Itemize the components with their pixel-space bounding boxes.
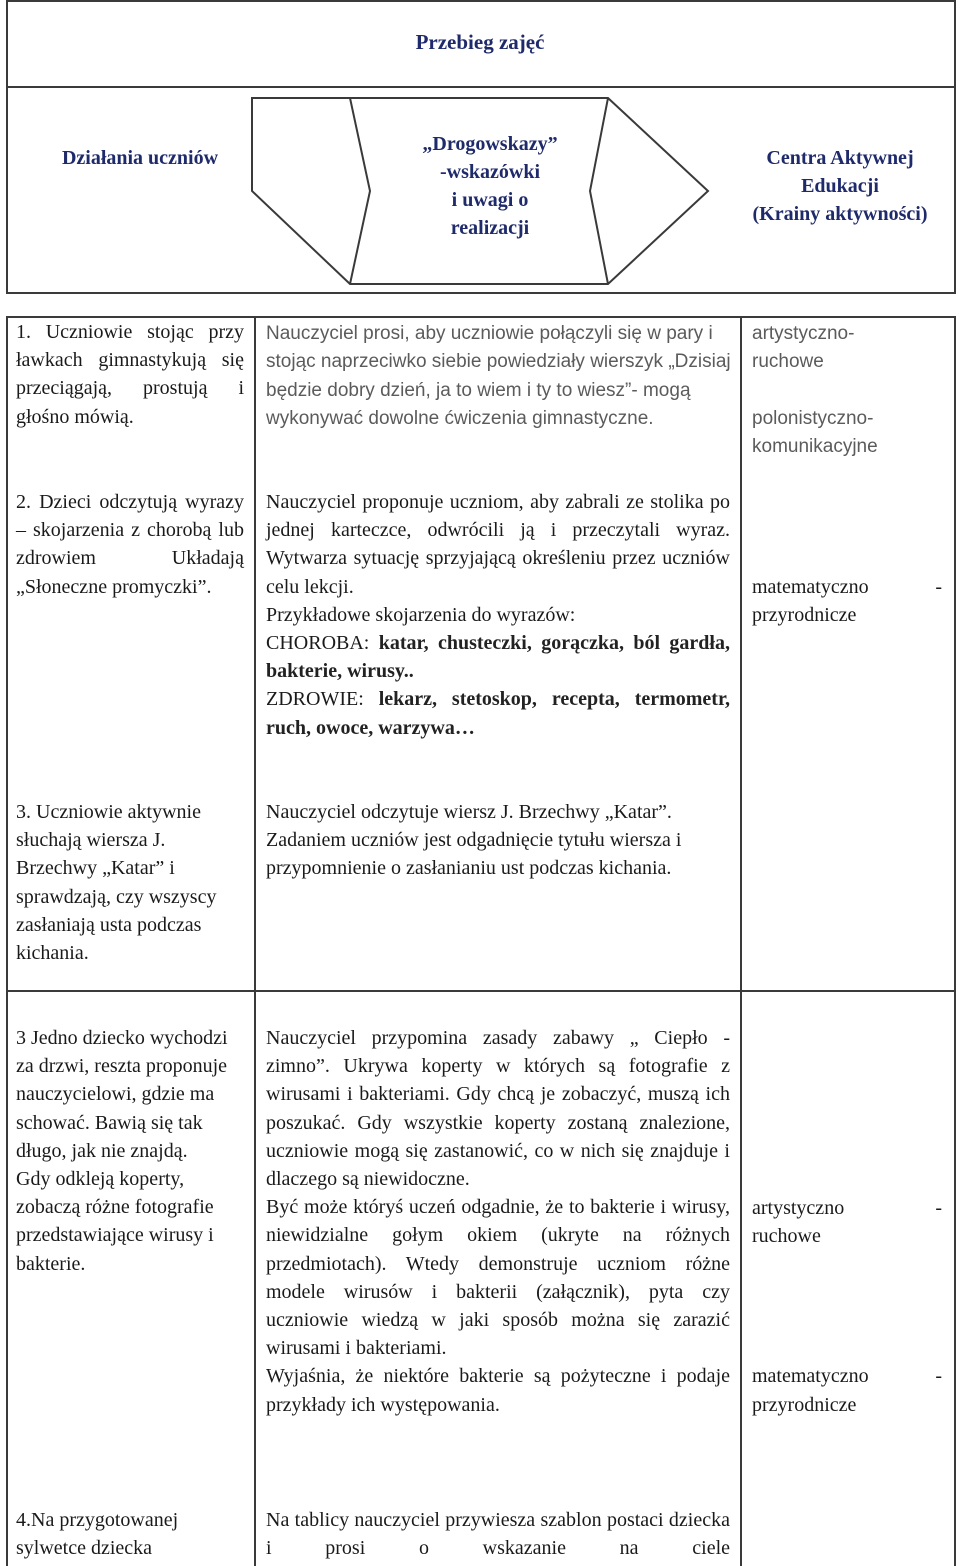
- teacher-guidance-text: Wyjaśnia, że niektóre bakterie są pożyteczne i podaje przykłady ich występowania.: [266, 1365, 730, 1416]
- center-name: ruchowe: [752, 1225, 821, 1248]
- illness-associations: [266, 629, 730, 685]
- center-list-2: [752, 573, 942, 629]
- header-signposts-line: „Drogowskazy”: [422, 133, 558, 155]
- student-action-4: [16, 1024, 236, 1278]
- teacher-guidance-3: Nauczyciel odczytuje wiersz J. Brzechwy „Katar”. Zadaniem uczniów jest odgadnięcie tytułu wiersza i przypomnienie o zasłanianiu ust podczas kichania.: [266, 801, 682, 880]
- center-name: polonistyczno-komunikacyjne: [752, 407, 878, 458]
- student-action-text: 3 Jedno dziecko wychodzi za drzwi, reszta proponuje nauczycielowi, gdzie ma schować. Bawią się tak długo, jak nie znajdą.: [16, 1027, 228, 1162]
- teacher-guidance-2: [266, 488, 730, 742]
- header-signposts-line: i uwagi o: [451, 189, 529, 211]
- header-active-education-centers: [720, 144, 960, 228]
- examples-label: Przykładowe skojarzenia do wyrazów:: [266, 603, 576, 626]
- column-divider: [254, 316, 256, 1566]
- center-name: matematyczno -: [752, 1365, 942, 1388]
- teacher-guidance-text: Nauczyciel proponuje uczniom, aby zabrali ze stolika po jednej karteczce, odwrócili ją i przeczytali wyraz. Wytwarza sytuację sprzyjającą określeniu przez uczniów celu lekcji.: [266, 491, 730, 598]
- illness-words: katar, chusteczki, gorączka, ból gardła, bakterie, wirusy..: [266, 632, 730, 683]
- health-label: ZDROWIE:: [266, 688, 364, 711]
- student-action-1: 1. Uczniowie stojąc przy ławkach gimnastykują się przeciągają, prostują i głośno mówią.: [16, 321, 244, 428]
- header-signposts-line: -wskazówki: [439, 161, 540, 183]
- center-list-1: [752, 320, 952, 462]
- center-name: artystyczno-ruchowe: [752, 323, 855, 373]
- teacher-guidance-5: Na tablicy nauczyciel przywiesza szablon postaci dziecka i prosi o wskazanie na ciele: [266, 1509, 730, 1560]
- header-centers-line: Edukacji: [801, 175, 879, 197]
- center-list-4: [752, 1194, 942, 1419]
- page-title: Przebieg zajęć: [415, 30, 545, 54]
- row-divider: [6, 990, 956, 992]
- header-signposts: [380, 130, 600, 242]
- header-centers-line: Centra Aktywnej: [766, 147, 914, 169]
- header-centers-line: (Krainy aktywności): [752, 203, 928, 225]
- student-action-3: 3. Uczniowie aktywnie słuchają wiersza J. Brzechwy „Katar” i sprawdzają, czy wszyscy zasłaniają usta podczas kichania.: [16, 801, 217, 965]
- column-divider: [740, 316, 742, 1566]
- center-name: przyrodnicze: [752, 1393, 857, 1416]
- teacher-guidance-4: [266, 1024, 730, 1419]
- center-name: matematyczno -: [752, 576, 942, 598]
- teacher-guidance-1: Nauczyciel prosi, aby uczniowie połączyli się w pary i stojąc naprzeciwko siebie powiedziały wierszyk „Dzisiaj będzie dobry dzień, ja to wiem i ty to wiesz”- mogą wykonywać dowolne ćwiczenia gimnastyczne.: [266, 323, 731, 430]
- teacher-guidance-text: Być może któryś uczeń odgadnie, że to bakterie i wirusy, niewidzialne gołym okiem (ukryte na różnych przedmiotach). Wtedy demonstruje uczniom różne modele wirusów i bakterii (załącznik), pyta czy uczniowie wiedzą w jaki sposób można się zarazić wirusami i bakteriami.: [266, 1196, 730, 1360]
- student-action-5: 4.Na przygotowanej sylwetce dziecka: [16, 1509, 179, 1560]
- illness-label: CHOROBA:: [266, 632, 370, 655]
- header-signposts-line: realizacji: [450, 217, 530, 239]
- center-name: przyrodnicze: [752, 604, 857, 627]
- student-action-text: Gdy odkleją koperty, zobaczą różne fotografie przedstawiające wirusy i bakterie.: [16, 1168, 214, 1275]
- student-action-2: 2. Dzieci odczytują wyrazy – skojarzenia z chorobą lub zdrowiem Układają „Słoneczne promyczki”.: [16, 491, 244, 598]
- health-associations: [266, 685, 730, 741]
- teacher-guidance-text: Nauczyciel przypomina zasady zabawy „ Ciepło - zimno”. Ukrywa koperty w których są fotografie z wirusami i bakteriami. Gdy chcą je zobaczyć, muszą ich poszukać. Gdy wszystkie koperty zostaną znalezione, uczniowie mogą się zastanowić, co w nich się znajduje i dlaczego są niewidoczne.: [266, 1027, 730, 1191]
- center-name: artystyczno -: [752, 1197, 942, 1219]
- health-words: lekarz, stetoskop, recepta, termometr, ruch, owoce, warzywa…: [266, 688, 731, 739]
- header-student-actions: Działania uczniów: [61, 147, 219, 169]
